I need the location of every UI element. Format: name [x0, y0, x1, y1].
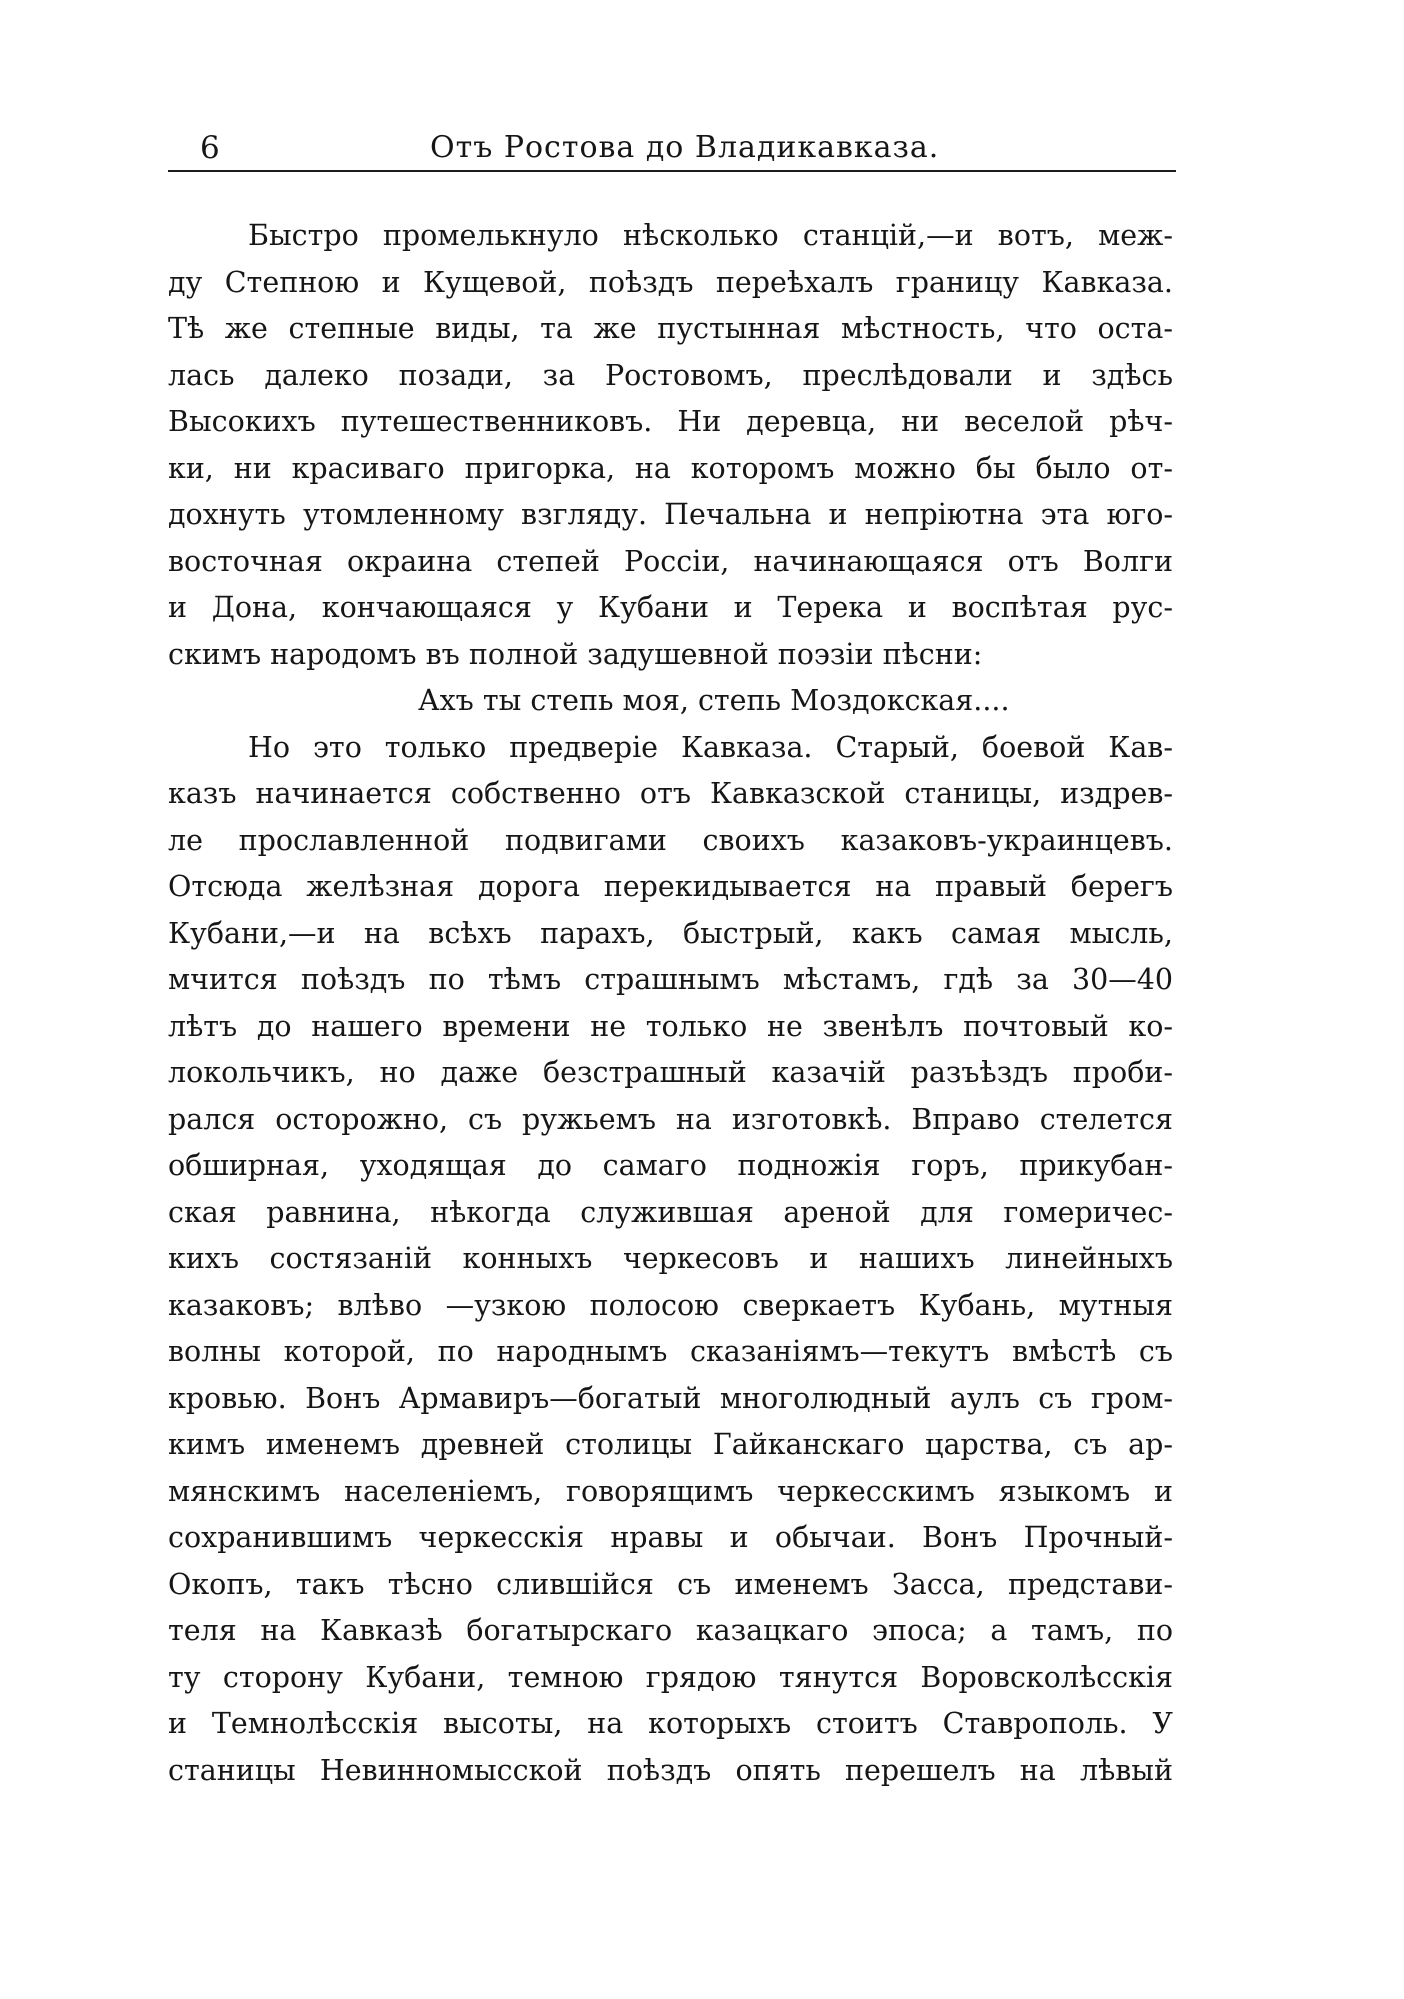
- text-line: казаковъ; влѣво —узкою полосою сверкаетъ Кубань, мутныя: [168, 1288, 1173, 1322]
- text-line: Отсюда желѣзная дорога перекидывается на правый берегъ: [168, 870, 1173, 903]
- text-line: Окопъ, такъ тѣсно слившійся съ именемъ Засса, представи-: [168, 1567, 1173, 1601]
- text-line: кровью. Вонъ Армавиръ—богатый многолюдный аулъ съ гром-: [168, 1381, 1173, 1415]
- text-line: Кубани,—и на всѣхъ парахъ, быстрый, какъ самая мысль,: [168, 916, 1173, 950]
- body-text: [168, 213, 1173, 1794]
- running-title: Отъ Ростова до Владикавказа.: [430, 130, 940, 165]
- text-line: Но это только предверіе Кавказа. Старый, боевой Кав-: [248, 730, 1173, 764]
- text-line: и Дона, кончающаяся у Кубани и Терека и воспѣтая рус-: [168, 591, 1173, 624]
- text-line: лѣтъ до нашего времени не только не звенѣлъ почтовый ко-: [168, 1009, 1173, 1043]
- text-line: мчится поѣздъ по тѣмъ страшнымъ мѣстамъ, гдѣ за 30—40: [168, 963, 1173, 996]
- text-line: Тѣ же степные виды, та же пустынная мѣстность, что оста-: [168, 312, 1173, 345]
- text-line: лась далеко позади, за Ростовомъ, преслѣдовали и здѣсь: [168, 358, 1173, 392]
- page-number: 6: [200, 130, 220, 166]
- text-line: скимъ народомъ въ полной задушевной поэзіи пѣсни:: [168, 637, 983, 671]
- text-line: Высокихъ путешественниковъ. Ни деревца, ни веселой рѣч-: [168, 405, 1173, 438]
- text-line: рался осторожно, съ ружьемъ на изготовкѣ. Вправо стелется: [168, 1102, 1173, 1136]
- text-line: восточная окраина степей Россіи, начинающаяся отъ Волги: [168, 544, 1173, 578]
- text-line: волны которой, по народнымъ сказаніямъ—текутъ вмѣстѣ съ: [168, 1335, 1173, 1368]
- text-line: локольчикъ, но даже безстрашный казачій разъѣздъ проби-: [168, 1056, 1173, 1089]
- text-line: мянскимъ населеніемъ, говорящимъ черкесскимъ языкомъ и: [168, 1474, 1173, 1508]
- verse-quote: Ахъ ты степь моя, степь Моздокская....: [418, 684, 1010, 717]
- text-line: ду Степною и Кущевой, поѣздъ переѣхалъ границу Кавказа.: [168, 265, 1173, 299]
- text-line: сохранившимъ черкесскія нравы и обычаи. Вонъ Прочный-: [168, 1521, 1173, 1554]
- text-line: Быстро промелькнуло нѣсколько станцій,—и вотъ, меж-: [248, 219, 1173, 252]
- text-line: станицы Невинномысской поѣздъ опять перешелъ на лѣвый: [168, 1753, 1173, 1787]
- text-line: кихъ состязаній конныхъ черкесовъ и нашихъ линейныхъ: [168, 1242, 1173, 1275]
- header-rule: [168, 170, 1176, 172]
- text-line: ки, ни красиваго пригорка, на которомъ можно бы было от-: [168, 451, 1173, 485]
- text-line: обширная, уходящая до самаго подножія горъ, прикубан-: [168, 1149, 1173, 1182]
- text-line: ская равнина, нѣкогда служившая ареной для гомеричес-: [168, 1195, 1173, 1229]
- text-line: теля на Кавказѣ богатырскаго казацкаго эпоса; а тамъ, по: [168, 1614, 1173, 1647]
- text-line: казъ начинается собственно отъ Кавказской станицы, издрев-: [168, 777, 1173, 810]
- running-head: [168, 120, 1176, 172]
- text-line: ле прославленной подвигами своихъ казаковъ-украинцевъ.: [168, 823, 1173, 857]
- text-line: и Темнолѣсскія высоты, на которыхъ стоитъ Ставрополь. У: [168, 1707, 1173, 1740]
- text-line: дохнуть утомленному взгляду. Печальна и непріютна эта юго-: [168, 498, 1173, 531]
- paragraph-2: [168, 725, 1173, 1795]
- text-line: кимъ именемъ древней столицы Гайканскаго царства, съ ар-: [168, 1428, 1173, 1461]
- text-line: ту сторону Кубани, темною грядою тянутся Воровсколѣсскія: [168, 1660, 1173, 1694]
- paragraph-1: [168, 213, 1173, 678]
